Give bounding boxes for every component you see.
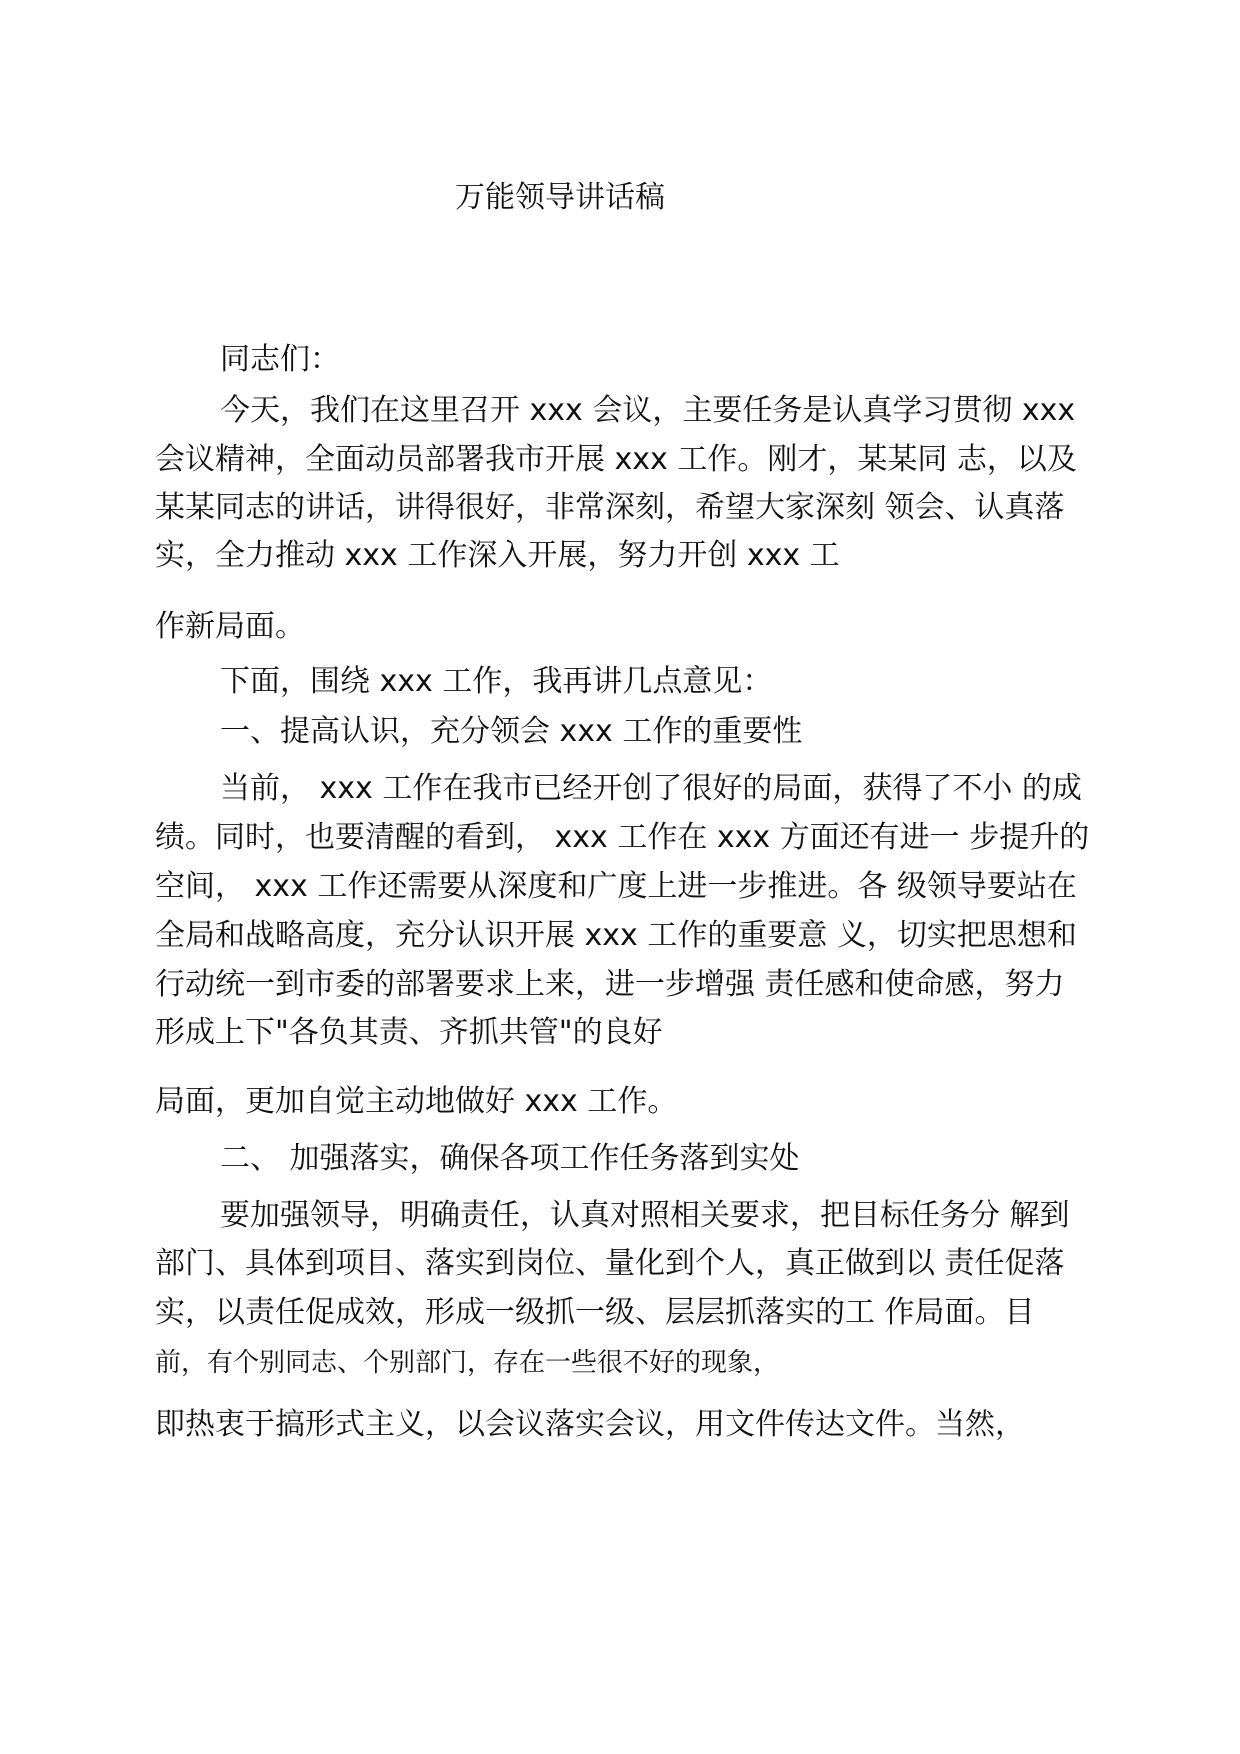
paragraph-line: 会议精神，全面动员部署我市开展 xxx 工作。刚才，某某同 志，以及 [155,442,1077,477]
paragraph-line: 前，有个别同志、个别部门，存在一些很不好的现象， [155,1348,780,1378]
paragraph-line: 实，全力推动 xxx 工作深入开展，努力开创 xxx 工 [155,538,840,573]
salutation: 同志们： [220,342,340,377]
section-heading-2: 二、 加强落实，确保各项工作任务落到实处 [220,1141,800,1176]
paragraph-line: 当前， xxx 工作在我市已经开创了很好的局面，获得了不小 的成 [220,771,1082,806]
paragraph-line: 要加强领导，明确责任，认真对照相关要求，把目标任务分 解到 [220,1198,1070,1233]
paragraph-line: 部门、具体到项目、落实到岗位、量化到个人，真正做到以 责任促落 [155,1246,1065,1281]
paragraph-line: 某某同志的讲话，讲得很好，非常深刻，希望大家深刻 领会、认真落 [155,490,1065,525]
paragraph-line: 全局和战略高度，充分认识开展 xxx 工作的重要意 义，切实把思想和 [155,918,1077,953]
paragraph-line: 即热衷于搞形式主义，以会议落实会议，用文件传达文件。当然， [155,1407,1025,1442]
paragraph-line: 实，以责任促成效，形成一级抓一级、层层抓落实的工 作局面。目 [155,1295,1035,1330]
document-title: 万能领导讲话稿 [455,180,665,215]
paragraph-line: 行动统一到市委的部署要求上来，进一步增强 责任感和使命感，努力 [155,967,1065,1002]
paragraph-line: 绩。同时，也要清醒的看到， xxx 工作在 xxx 方面还有进一 步提升的 [155,820,1090,855]
section-heading-1: 一、提高认识，充分领会 xxx 工作的重要性 [220,714,803,749]
paragraph-line: 局面，更加自觉主动地做好 xxx 工作。 [155,1084,678,1119]
paragraph-line: 下面，围绕 xxx 工作，我再讲几点意见： [220,664,773,699]
paragraph-line: 空间， xxx 工作还需要从深度和广度上进一步推进。各 级领导要站在 [155,869,1077,904]
paragraph-line: 作新局面。 [155,609,305,644]
paragraph-line: 形成上下"各负其责、齐抓共管"的良好 [155,1015,663,1050]
paragraph-line: 今天，我们在这里召开 xxx 会议，主要任务是认真学习贯彻 xxx [220,393,1076,428]
